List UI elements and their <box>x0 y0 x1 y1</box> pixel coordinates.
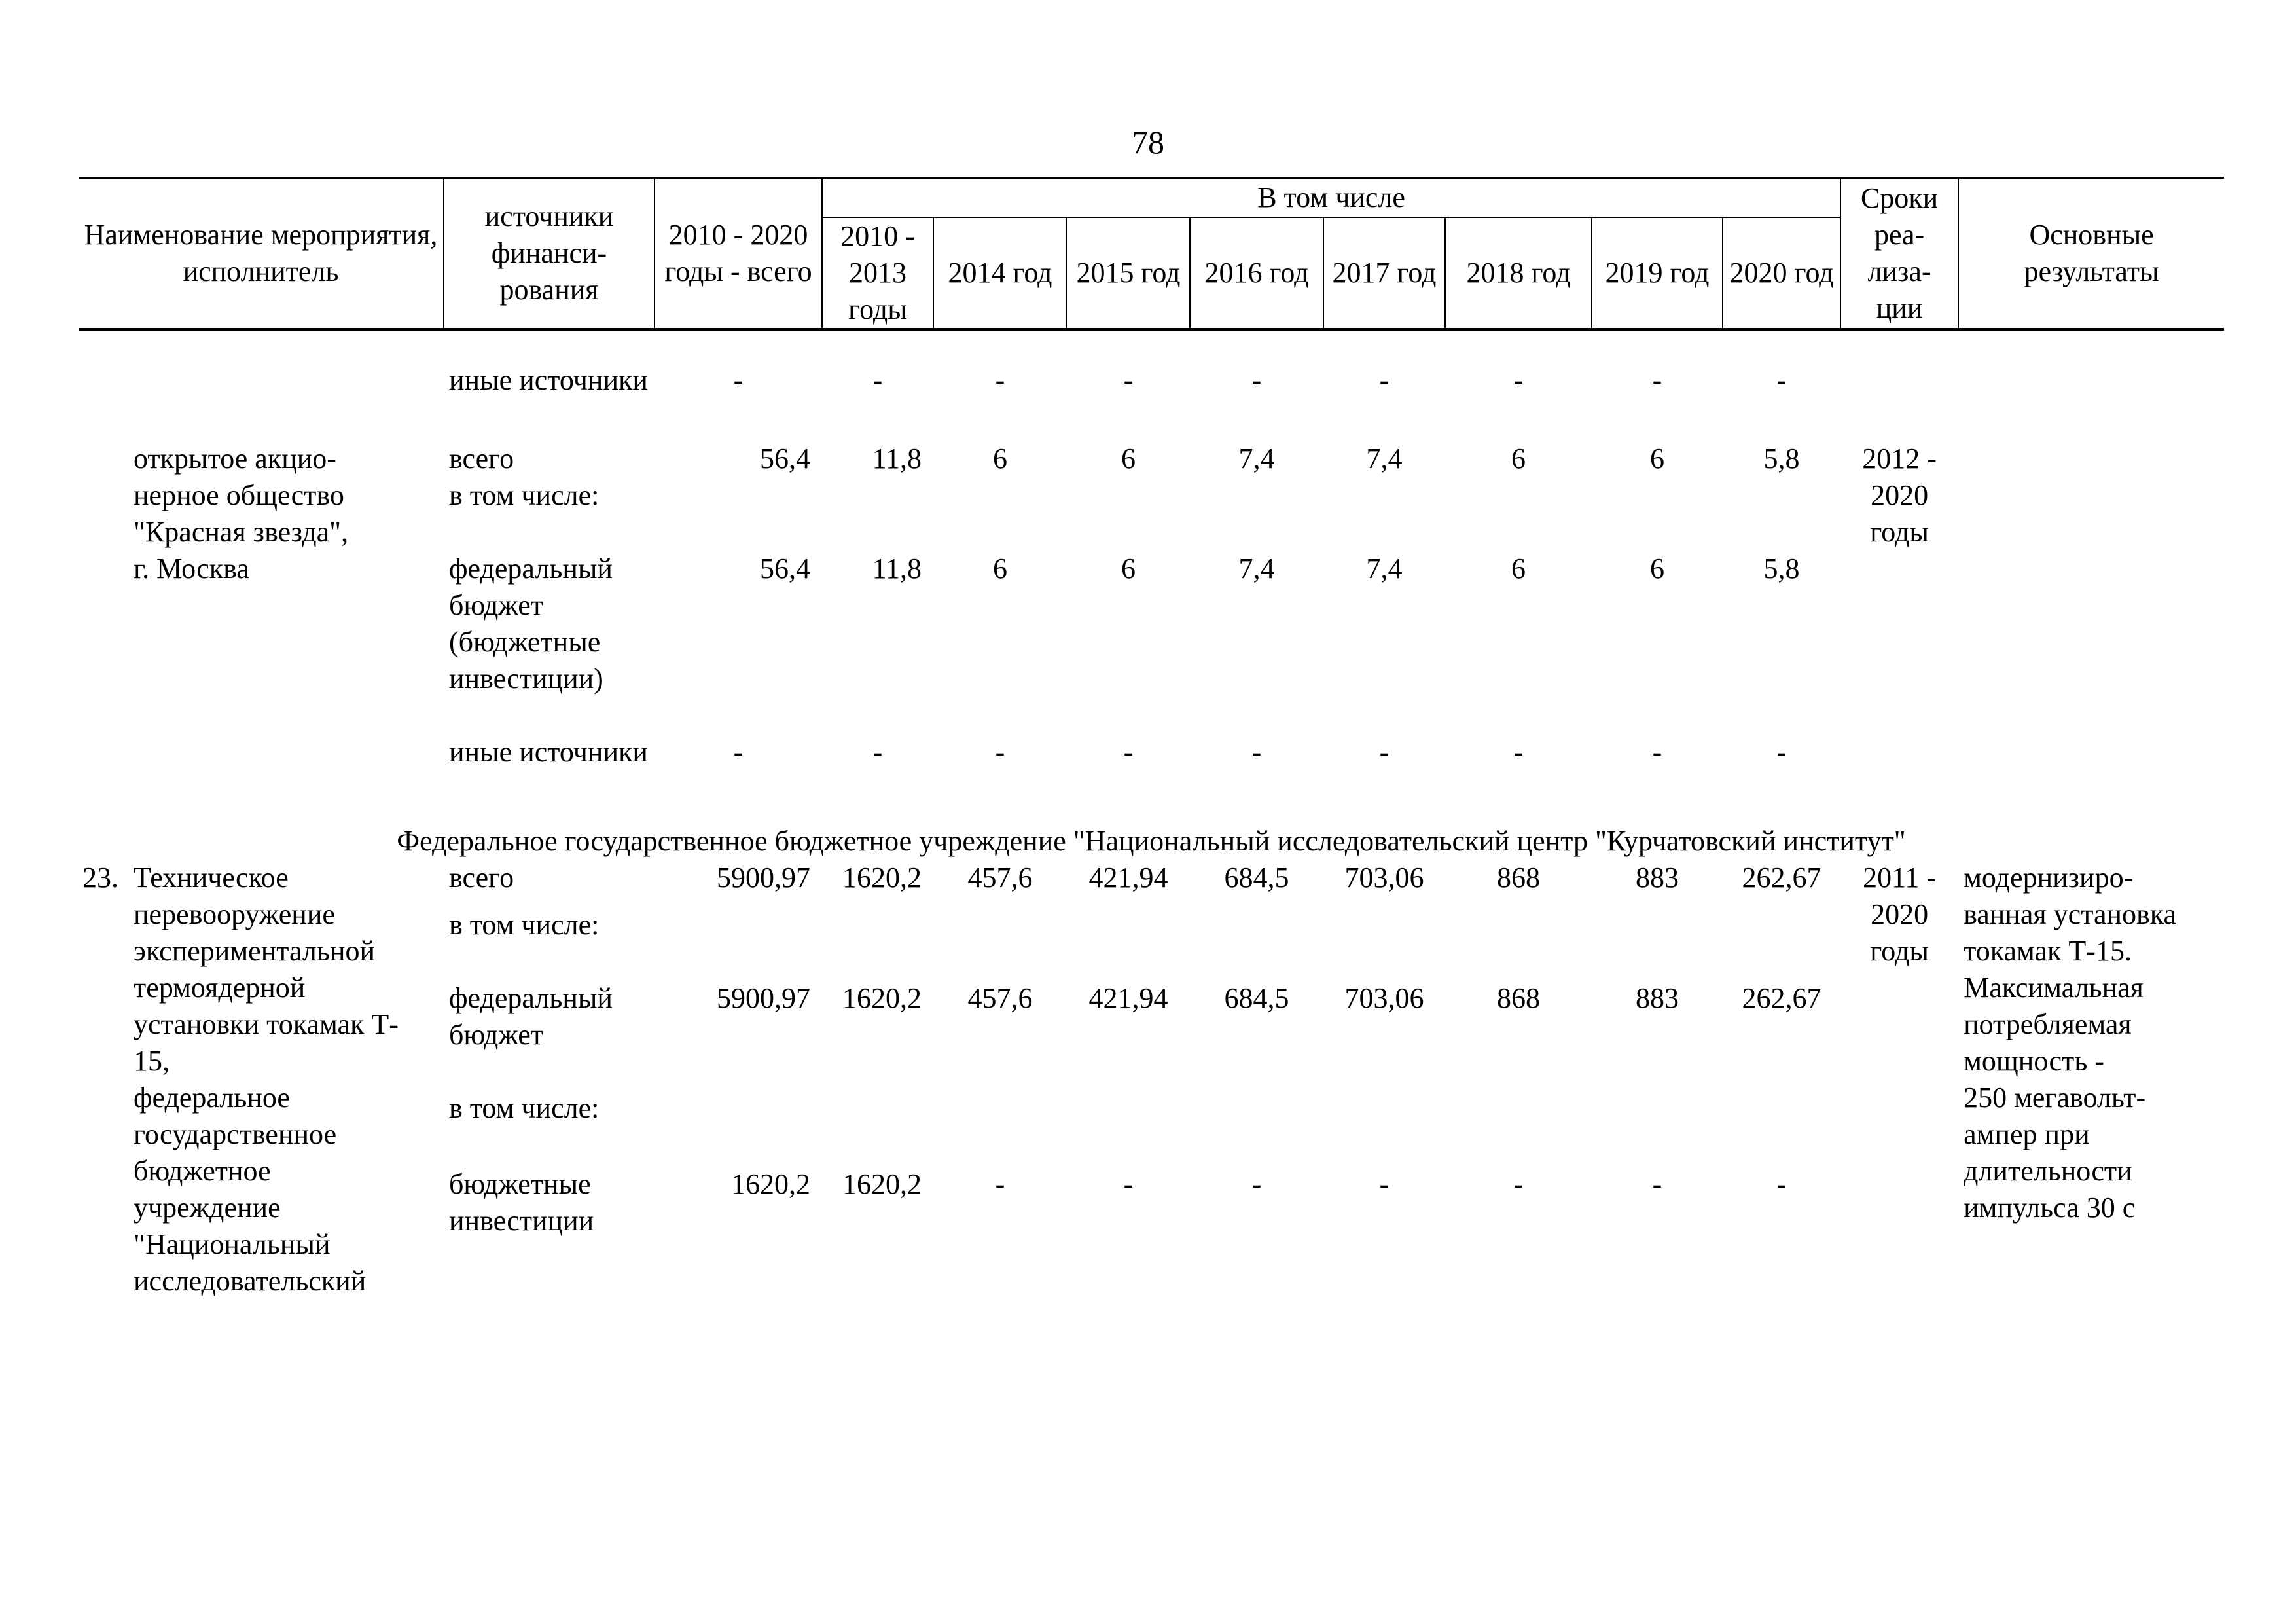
cell: - <box>1652 735 1662 768</box>
cell: 6 <box>1650 442 1664 475</box>
cell: - <box>1652 1167 1662 1200</box>
row-label-including: в том числе: <box>449 479 600 511</box>
cell: 56,4 <box>760 552 810 585</box>
cell: 457,6 <box>967 861 1033 894</box>
row-label-federal: федеральный бюджет (бюджетные инвестиции) <box>449 552 613 695</box>
header-2017: 2017 год <box>1323 217 1445 329</box>
header-2010-2013: 2010 - 2013 годы <box>822 217 933 329</box>
header-2014: 2014 год <box>933 217 1067 329</box>
cell: 1620,2 <box>731 1167 810 1200</box>
header-results: Основные результаты <box>1958 178 2224 329</box>
cell: - <box>1123 363 1134 396</box>
cell: 1620,2 <box>842 861 922 894</box>
item-index: 23. <box>82 861 118 894</box>
cell: 262,67 <box>1742 861 1821 894</box>
cell: - <box>1513 1167 1524 1200</box>
header-sources: источники финанси- рования <box>444 178 655 329</box>
terms: 2011 - 2020 годы <box>1863 861 1937 967</box>
cell: 5900,97 <box>717 861 810 894</box>
cell: 6 <box>993 552 1007 585</box>
table-row <box>79 329 2224 441</box>
executor-name: открытое акцио- нерное общество "Красная звезда", г. Москва <box>134 442 349 585</box>
table-row <box>79 734 2224 823</box>
cell: 703,06 <box>1344 981 1424 1014</box>
cell: 5,8 <box>1763 552 1800 585</box>
table-row <box>79 441 2224 477</box>
cell: 883 <box>1636 861 1679 894</box>
header-2015: 2015 год <box>1067 217 1190 329</box>
cell: - <box>1123 1167 1134 1200</box>
cell: 262,67 <box>1742 981 1821 1014</box>
cell: 11,8 <box>872 442 922 475</box>
cell: 7,4 <box>1366 552 1403 585</box>
cell: - <box>1776 735 1787 768</box>
cell: 868 <box>1497 861 1540 894</box>
cell: 56,4 <box>760 442 810 475</box>
cell: 457,6 <box>967 981 1033 1014</box>
measure-name: 23. Техническое перевооружение экспериментальной термоядерной установки токамак Т- 15, федеральное государственное бюджетное учреждение "Национальный исследовательский <box>79 860 444 1300</box>
cell: - <box>1652 363 1662 396</box>
cell: - <box>1251 735 1262 768</box>
terms: 2012 - 2020 годы <box>1862 442 1937 548</box>
cell: - <box>1379 1167 1390 1200</box>
header-total: 2010 - 2020 годы - всего <box>655 178 822 329</box>
cell: 1620,2 <box>842 1167 922 1200</box>
cell: - <box>1123 735 1134 768</box>
cell: 868 <box>1497 981 1540 1014</box>
page-number: 78 <box>1132 124 1164 160</box>
row-label-including: в том числе: <box>449 908 600 941</box>
cell: 703,06 <box>1344 861 1424 894</box>
cell: - <box>1379 363 1390 396</box>
header-2020: 2020 год <box>1723 217 1840 329</box>
section-heading: Федеральное государственное бюджетное учреждение "Национальный исследовательский центр "Курчатовский институт" <box>397 824 1906 857</box>
cell: - <box>1379 735 1390 768</box>
cell: 6 <box>1511 442 1526 475</box>
table-header <box>79 178 2224 329</box>
cell: - <box>872 363 883 396</box>
main-results: модернизиро- ванная установка токамак Т-15. Максимальная потребляемая мощность - 250 мегавольт- ампер при длительности импульса 30 с <box>1964 861 2177 1224</box>
cell: 6 <box>1121 442 1136 475</box>
row-label-other: иные источники <box>449 363 648 396</box>
row-label-investments: бюджетные инвестиции <box>449 1167 594 1237</box>
header-terms: Сроки реа- лиза- ции <box>1840 178 1958 329</box>
cell: 7,4 <box>1366 442 1403 475</box>
row-label-federal: федеральный бюджет <box>449 981 613 1051</box>
cell: - <box>1251 363 1262 396</box>
financing-table <box>79 177 2224 1300</box>
header-2019: 2019 год <box>1592 217 1723 329</box>
cell: 6 <box>1121 552 1136 585</box>
cell: - <box>733 735 744 768</box>
cell: 7,4 <box>1238 552 1275 585</box>
table-row <box>79 823 2224 860</box>
cell: 421,94 <box>1088 861 1168 894</box>
cell: - <box>1251 1167 1262 1200</box>
cell: - <box>1776 1167 1787 1200</box>
cell: 7,4 <box>1238 442 1275 475</box>
cell: 684,5 <box>1224 861 1289 894</box>
cell: 11,8 <box>872 552 922 585</box>
cell: - <box>1513 363 1524 396</box>
cell: 6 <box>1650 552 1664 585</box>
cell: - <box>995 735 1005 768</box>
header-group-including: В том числе <box>822 178 1840 217</box>
cell: 883 <box>1636 981 1679 1014</box>
cell: 1620,2 <box>842 981 922 1014</box>
cell: - <box>1513 735 1524 768</box>
cell: 6 <box>993 442 1007 475</box>
row-label-including: в том числе: <box>449 1091 600 1124</box>
cell: 421,94 <box>1088 981 1168 1014</box>
cell: 5,8 <box>1763 442 1800 475</box>
cell: 5900,97 <box>717 981 810 1014</box>
row-label-other: иные источники <box>449 735 648 768</box>
cell: - <box>733 363 744 396</box>
header-2018: 2018 год <box>1445 217 1592 329</box>
row-label-total: всего <box>449 442 514 475</box>
cell: - <box>995 1167 1005 1200</box>
cell: 684,5 <box>1224 981 1289 1014</box>
table-row <box>79 860 2224 907</box>
header-2016: 2016 год <box>1190 217 1323 329</box>
cell: 6 <box>1511 552 1526 585</box>
cell: - <box>1776 363 1787 396</box>
header-name: Наименование мероприятия, исполнитель <box>79 178 444 329</box>
row-label-total: всего <box>449 861 514 894</box>
cell: - <box>995 363 1005 396</box>
cell: - <box>872 735 883 768</box>
